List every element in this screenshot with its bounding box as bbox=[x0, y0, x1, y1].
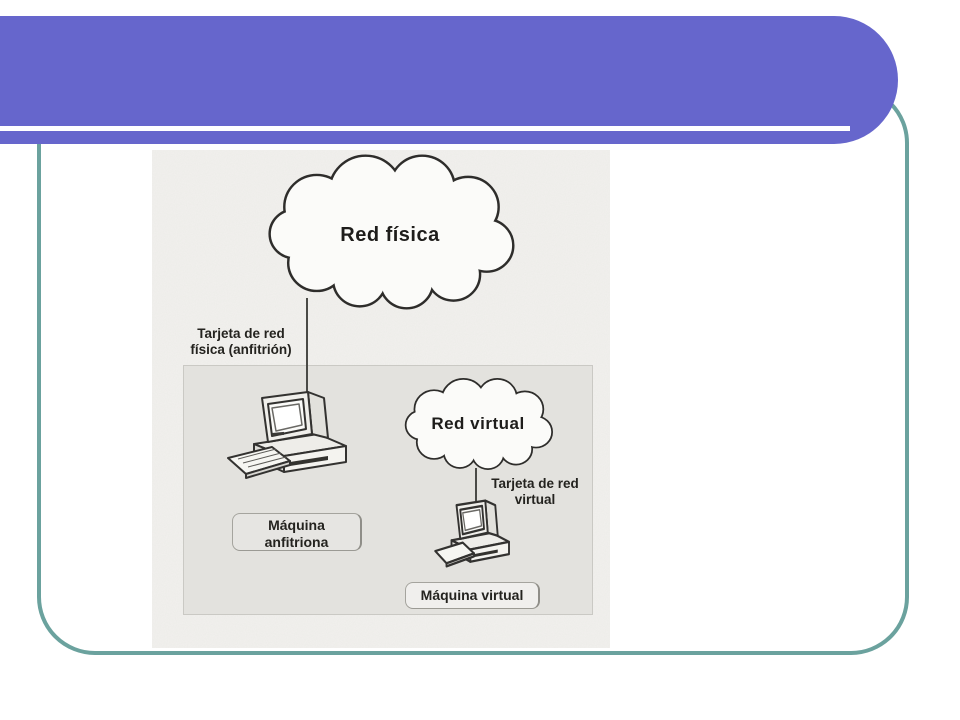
host-machine-caption-box bbox=[232, 513, 362, 551]
separator-line bbox=[0, 126, 850, 131]
host-computer-icon bbox=[226, 386, 354, 488]
network-diagram-image bbox=[152, 150, 610, 648]
physical-nic-label-line1: Tarjeta de red bbox=[197, 326, 285, 341]
physical-cloud-label: Red física bbox=[340, 224, 440, 246]
virtual-nic-label-line2: virtual bbox=[514, 491, 556, 507]
host-machine-caption-line1: Máquina bbox=[268, 517, 325, 533]
slide-title-band bbox=[0, 16, 898, 144]
virtual-computer-icon bbox=[434, 496, 514, 574]
physical-nic-label bbox=[178, 326, 304, 357]
virtual-nic-label-line1: Tarjeta de red bbox=[491, 476, 579, 491]
virtual-machine-caption-box: Máquina virtual bbox=[405, 582, 540, 609]
virtual-cloud-label: Red virtual bbox=[431, 414, 525, 433]
physical-nic-label-line2: física (anfitrión) bbox=[190, 341, 292, 357]
physical-connection-line bbox=[306, 298, 308, 395]
host-machine-caption-line2: anfitriona bbox=[264, 533, 329, 550]
